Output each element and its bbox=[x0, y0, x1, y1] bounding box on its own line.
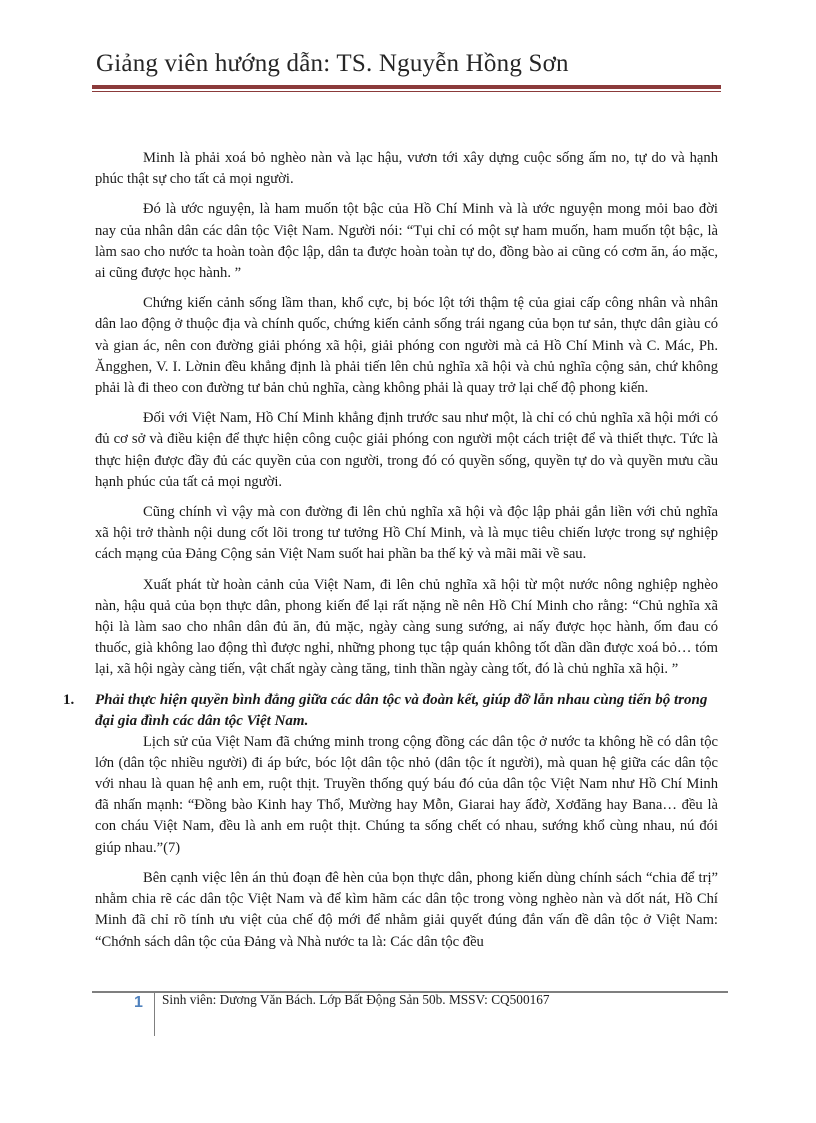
header-divider-thin bbox=[92, 91, 721, 92]
body-paragraph: Xuất phát từ hoàn cảnh của Việt Nam, đi lên chủ nghĩa xã hội từ một nước nông nghiệp nghèo nàn, hậu quả của bọn thực dân, phong kiến để lại rất nặng nề nên Hồ Chí Minh cho rằng: “Chủ nghĩa xã hội là làm sao cho nhân dân đủ ăn, đủ mặc, ngày càng sung sướng, ai nấy được học hành, ốm đau có thuốc, già không lao động thì được nghỉ, những phong tục tập quán không tốt dần dần được xoá bỏ… tóm lại, xã hội ngày càng tiến, vật chất ngày càng tăng, tinh thần ngày càng tốt, đó là chủ nghĩa xã hội. ” bbox=[95, 576, 718, 678]
section-number: 1. bbox=[63, 691, 75, 708]
footer-student-info: Sinh viên: Dương Văn Bách. Lớp Bất Động Sản 50b. MSSV: CQ500167 bbox=[162, 992, 550, 1007]
body-paragraph: Minh là phải xoá bỏ nghèo nàn và lạc hậu, vươn tới xây dựng cuộc sống ấm no, tự do và hạnh phúc thật sự cho tất cả mọi người. bbox=[95, 150, 718, 188]
body-paragraph: Cũng chính vì vậy mà con đường đi lên chủ nghĩa xã hội và độc lập phải gắn liền với chủ nghĩa xã hội trở thành nội dung cốt lõi trong tư tưởng Hồ Chí Minh, và là mục tiêu chiến lược trong sự nghiệp cách mạng của Đảng Cộng sản Việt Nam suốt hai phần ba thế kỷ và mãi mãi về sau. bbox=[95, 504, 718, 563]
body-paragraph: Chứng kiến cảnh sống lầm than, khổ cực, bị bóc lột tới thậm tệ của giai cấp công nhân và nhân dân lao động ở thuộc địa và chính quốc, chứng kiến cảnh sống trái ngang của bọn tư sản, thực dân giàu có và gian ác, nên con đường giải phóng xã hội, giải phóng con người mà cả Hồ Chí Minh và C. Mác, Ph. Ăngghen, V. I. Lờnin đều khẳng định là phải tiến lên chủ nghĩa xã hội và chủ nghĩa cộng sản, chứ không phải là đi theo con đường tư bản chủ nghĩa, càng không phải là quay trở lại chế độ phong kiến. bbox=[95, 295, 718, 397]
header-divider bbox=[92, 85, 721, 89]
body-paragraph: Đối với Việt Nam, Hồ Chí Minh khẳng định trước sau như một, là chỉ có chủ nghĩa xã hội mới có đủ cơ sở và điều kiện để thực hiện công cuộc giải phóng con người một cách triệt để và thiết thực. Tức là thực hiện được đầy đủ các quyền của con người, trong đó có quyền sống, quyền tự do và quyền mưu cầu hạnh phúc của tất cả mọi người. bbox=[95, 410, 718, 490]
document-body bbox=[63, 148, 718, 962]
footer-separator bbox=[154, 992, 155, 1036]
section-title: Phải thực hiện quyền bình đẳng giữa các dân tộc và đoàn kết, giúp đỡ lẫn nhau cùng tiến bộ trong đại gia đình các dân tộc Việt Nam. bbox=[95, 691, 708, 729]
page-header-title: Giảng viên hướng dẫn: TS. Nguyễn Hồng Sơn bbox=[96, 50, 569, 77]
section-heading bbox=[63, 690, 718, 732]
page-number: 1 bbox=[134, 994, 143, 1011]
body-paragraph: Đó là ước nguyện, là ham muốn tột bậc của Hồ Chí Minh và là ước nguyện mong mỏi bao đời nay của nhân dân các dân tộc Việt Nam. Người nói: “Tụi chỉ có một sự ham muốn, ham muốn tột bậc, là làm sao cho nước ta hoàn toàn độc lập, dân ta được hoàn toàn tự do, đồng bào ai cũng có cơm ăn, áo mặc, ai cũng được học hành. ” bbox=[95, 201, 718, 282]
section-paragraph: Bên cạnh việc lên án thủ đoạn đê hèn của bọn thực dân, phong kiến dùng chính sách “chia để trị” nhằm chia rẽ các dân tộc Việt Nam và để kìm hãm các dân tộc trong vòng nghèo nàn và dốt nát, Hồ Chí Minh đã chỉ rõ tính ưu việt của chế độ mới để nhằm giải quyết đúng đắn vấn đề dân tộc ở Việt Nam: “Chớnh sách dân tộc của Đảng và Nhà nước ta là: Các dân tộc đều bbox=[95, 869, 718, 950]
section-paragraph: Lịch sử của Việt Nam đã chứng minh trong cộng đồng các dân tộc ở nước ta không hề có dân tộc lớn (dân tộc nhiều người) đi áp bức, bóc lột dân tộc nhỏ (dân tộc ít người), mà quan hệ giữa các dân tộc với nhau là quan hệ anh em, ruột thịt. Truyền thống quý báu đó của dân tộc Việt Nam như Hồ Chí Minh đã nhấn mạnh: “Đồng bào Kinh hay Thổ, Mường hay Mỗn, Giarai hay ấđờ, Xơđăng hay Bana… đều là con cháu Việt Nam, đều là anh em ruột thịt. Chúng ta sống chết có nhau, sướng khổ cùng nhau, nú đói giúp nhau.”(7) bbox=[95, 733, 718, 856]
